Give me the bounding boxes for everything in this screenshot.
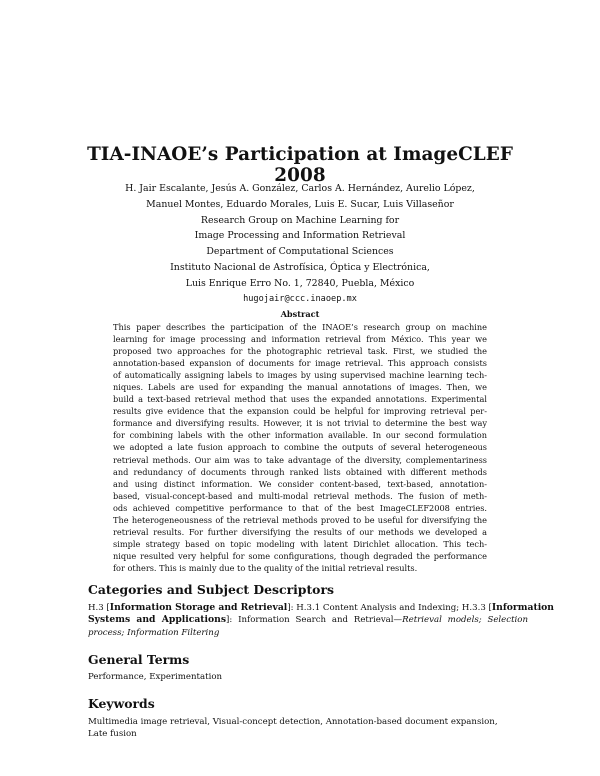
text-run: ]: Information Search and Retrieval— <box>226 615 403 626</box>
categories-line <box>88 602 554 614</box>
abstract-line: of automatically assigning labels to images by using supervised machine learning tech- <box>113 370 487 381</box>
paper-title: TIA-INAOE’s Participation at ImageCLEF 2008 <box>87 144 513 186</box>
subject-descriptor: Retrieval models; Selection <box>402 615 528 626</box>
abstract-line: we adopted a late fusion approach to combine the outputs of several heterogeneous <box>113 442 487 453</box>
abstract-line: results give evidence that the expansion could be helpful for improving retrieval per- <box>113 406 487 417</box>
contact-email: hugojair@ccc.inaoep.mx <box>243 293 357 304</box>
abstract-line: The heterogeneousness of the retrieval methods proved to be useful for diversifying the <box>113 514 487 525</box>
categories-body <box>88 602 554 639</box>
abstract-line: for combining labels with the other information available. In our second formulation <box>113 430 487 441</box>
text-run: H.3 [ <box>88 603 110 613</box>
abstract-line: simple strategy based on topic modeling with latent Dirichlet allocation. This tech- <box>113 538 487 549</box>
abstract-line: ods achieved competitive performance to that of the best ImageCLEF2008 entries. <box>113 502 487 513</box>
keywords-body <box>88 716 528 741</box>
abstract-line: nique resulted very helpful for some configurations, though degraded the performance <box>113 550 487 561</box>
categories-line <box>88 627 528 639</box>
abstract-body <box>113 321 487 574</box>
author-line: H. Jair Escalante, Jesús A. González, Carlos A. Hernández, Aurelio López, <box>125 183 475 194</box>
general-terms-text: Performance, Experimentation <box>88 672 223 682</box>
abstract-line: based, visual-concept-based and multi-modal retrieval methods. The fusion of meth- <box>113 490 487 501</box>
abstract-line: proposed two approaches for the photographic retrieval task. First, we studied the <box>113 346 487 357</box>
abstract-line: and redundancy of documents through ranked lists obtained with different methods <box>113 466 487 477</box>
abstract-line: retrieval methods. Our aim was to take advantage of the diversity, complementariness <box>113 454 487 465</box>
affiliation-line: Luis Enrique Erro No. 1, 72840, Puebla, México <box>185 277 415 289</box>
subject-descriptor: process; Information Filtering <box>88 627 220 638</box>
abstract-line: niques. Labels are used for expanding the manual annotations of images. Then, we <box>113 382 487 393</box>
affiliation-line: Research Group on Machine Learning for <box>200 214 400 226</box>
category-term: Information Storage and Retrieval <box>109 602 288 613</box>
affiliation-line: Instituto Nacional de Astrofísica, Óptica y Electrónica, <box>170 261 430 273</box>
abstract-line: annotation-based expansion of documents for image retrieval. This approach consists <box>113 358 487 369</box>
abstract-line: learning for image processing and information retrieval from México. This year we <box>113 334 487 345</box>
abstract-line: This paper describes the participation of the INAOE’s research group on machine <box>113 322 487 332</box>
abstract-line: and using distinct information. We consider content-based, text-based, annotation- <box>113 478 487 489</box>
author-line: Manuel Montes, Eduardo Morales, Luis E. Sucar, Luis Villaseñor <box>146 198 454 210</box>
keywords-line: Multimedia image retrieval, Visual-concept detection, Annotation-based document expansion, <box>88 717 498 727</box>
general-terms-heading: General Terms <box>88 652 190 667</box>
keywords-heading: Keywords <box>88 696 155 711</box>
abstract-line: build a text-based retrieval method that uses the expanded annotations. Experimental <box>113 394 487 405</box>
affiliation-line: Department of Computational Sciences <box>206 246 394 258</box>
abstract-line: retrieval results. For further diversifying the results of our methods we developed a <box>113 526 487 537</box>
abstract-line: for others. This is mainly due to the quality of the initial retrieval results. <box>113 562 418 573</box>
categories-line <box>88 614 528 626</box>
category-term: Systems and Applications <box>88 614 227 626</box>
general-terms-body <box>88 671 528 683</box>
category-term: Information <box>491 602 554 613</box>
abstract-line: formance and diversifying results. However, it is not trivial to determine the best way <box>113 418 487 429</box>
text-run: ]: H.3.1 Content Analysis and Indexing; H.3.3 [ <box>287 603 492 613</box>
abstract-heading: Abstract <box>280 309 320 319</box>
categories-heading: Categories and Subject Descriptors <box>88 582 334 597</box>
affiliation-line: Image Processing and Information Retrieval <box>194 230 406 242</box>
author-block <box>70 181 530 307</box>
keywords-line: Late fusion <box>88 729 137 740</box>
